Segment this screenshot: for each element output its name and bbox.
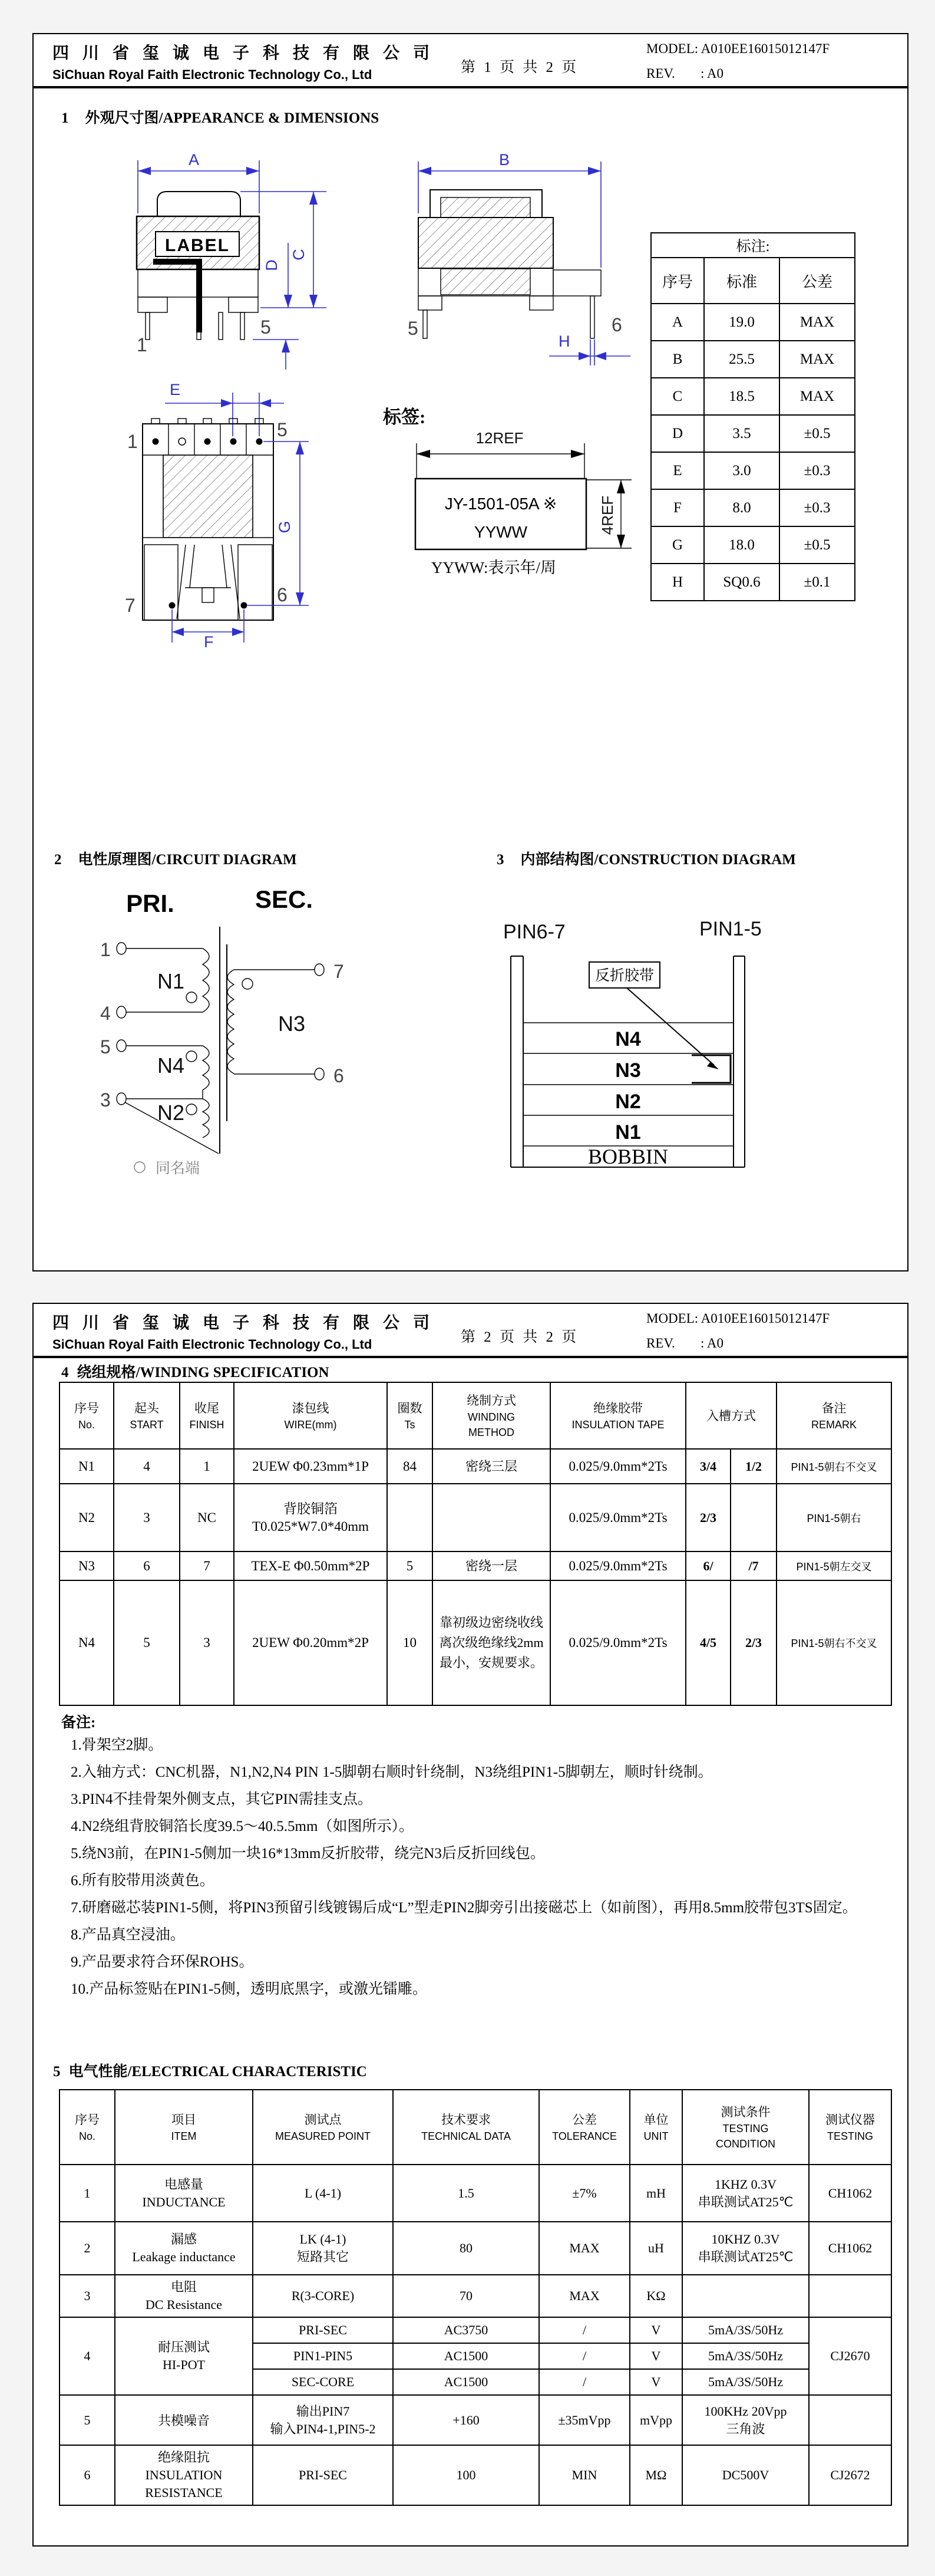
table-row: F 8.0 ±0.3 [651, 489, 855, 526]
rev-label: REV. [646, 1336, 675, 1350]
pin4-label: 4 [100, 1003, 111, 1024]
dim-g-label: G [276, 521, 293, 533]
construction-diagram [461, 885, 861, 1168]
pin5-label: 5 [408, 318, 418, 339]
bobbin-label: BOBBIN [587, 1145, 669, 1168]
electrical-header-row [60, 2090, 891, 2165]
col-unit: 单位 UNIT [630, 2090, 682, 2165]
winding-header-row [60, 1382, 891, 1449]
terminal-7 [315, 964, 324, 976]
pin [219, 312, 223, 340]
terminal-5 [117, 1040, 126, 1052]
note-item: 10.产品标签贴在PIN1-5侧，透明底黑字，或激光镭雕。 [71, 1981, 427, 1997]
label-height-dim: 4REF [599, 495, 616, 535]
model-line [646, 41, 830, 57]
pin1-label: 1 [127, 431, 138, 452]
col-remark: 备注 REMARK [777, 1382, 891, 1449]
section4-title: 4 绕组规格/WINDING SPECIFICATION [61, 1365, 329, 1381]
center-hatched [163, 455, 253, 538]
note-item: 8.产品真空浸油。 [71, 1927, 185, 1943]
dimension-table [650, 232, 855, 601]
col-data: 技术要求 TECHNICAL DATA [393, 2090, 539, 2165]
company-name-cn: 四 川 省 玺 诚 电 子 科 技 有 限 公 司 [52, 1314, 435, 1332]
winding-row-n3: N3 6 7 TEX-E Φ0.50mm*2P 5 密绕一层 0.025/9.0mm*2Ts 6/ /7 PIN1-5朝左交叉 [60, 1551, 891, 1580]
polarity-dot-n1 [186, 992, 197, 1003]
winding-row-n2: N2 3 NC 背胶铜箔 T0.025*W7.0*40mm 0.025/9.0mm*2Ts 2/3 PIN1-5朝右 [60, 1484, 891, 1551]
col-no: 序号 No. [60, 1382, 114, 1449]
label-text: LABEL [165, 236, 230, 255]
pin6-label: 6 [333, 1065, 344, 1086]
label-datecode-text: YYWW [474, 523, 528, 541]
winding-row-n4: N4 5 3 2UEW Φ0.20mm*2P 10 靠初级边密绕收线离次级绝缘线2mm最小，安规要求。 0.025/9.0mm*2Ts 4/5 2/3 PIN1-5朝右不交叉 [60, 1580, 891, 1705]
polarity-legend-dot [134, 1162, 145, 1172]
col-item: 项目 ITEM [115, 2090, 253, 2165]
terminal-4 [117, 1006, 126, 1018]
label-spec-drawing [355, 367, 649, 579]
side-view-drawing [378, 137, 649, 367]
circuit-diagram [48, 885, 449, 1215]
pin1-5-label: PIN1-5 [699, 918, 762, 940]
section3-title: 3 内部结构图/CONSTRUCTION DIAGRAM [497, 852, 796, 868]
section1-title: 1 外观尺寸图/APPEARANCE & DIMENSIONS [61, 110, 379, 126]
winding-n1-coil [203, 948, 209, 1012]
dim-d-label: D [263, 259, 280, 271]
col-no: 序号 [651, 258, 704, 304]
pin [590, 296, 594, 338]
n4-label: N4 [157, 1053, 185, 1078]
col-tape: 绝缘胶带 INSULATION TAPE [550, 1382, 686, 1449]
dim-a-label: A [188, 151, 200, 169]
table-row: E 3.0 ±0.3 [651, 452, 855, 489]
winding-row-n1: N1 4 1 2UEW Φ0.23mm*1P 84 密绕三层 0.025/9.0mm*2Ts 3/4 1/2 PIN1-5朝右不交叉 [60, 1449, 891, 1484]
col-cond: 测试条件 TESTING CONDITION [682, 2090, 809, 2165]
company-name-en: SiChuan Royal Faith Electronic Technology Co., Ltd [52, 67, 372, 82]
model-label: MODEL: [646, 1311, 699, 1326]
note-item: 4.N2绕组背胶铜箔长度39.5～40.5.5mm（如图所示）。 [71, 1819, 414, 1834]
terminal-3 [117, 1093, 126, 1105]
core-top [157, 192, 240, 216]
col-finish: 收尾 FINISH [180, 1382, 234, 1449]
page-indicator: 第 2 页 共 2 页 [461, 1329, 579, 1345]
company-name-cn: 四 川 省 玺 诚 电 子 科 技 有 限 公 司 [52, 44, 435, 62]
polarity-legend-label: 同名端 [156, 1161, 200, 1177]
pin5-label: 5 [100, 1036, 111, 1058]
table-row: H SQ0.6 ±0.1 [651, 564, 855, 601]
winding-n2-coil [203, 1099, 209, 1138]
pin3-label: 3 [100, 1089, 111, 1111]
dim-c-label: C [290, 249, 308, 261]
note-item: 2.入轴方式：CNC机器，N1,N2,N4 PIN 1-5脚朝右顺时针绕制，N3绕组PIN1-5脚朝左，顺时针绕制。 [71, 1764, 713, 1780]
layer-n2: N2 [615, 1091, 641, 1113]
col-tol: 公差 [779, 258, 855, 304]
rev-value: : A0 [701, 66, 723, 81]
dim-f-label: F [204, 633, 214, 650]
dim-table-title: 标注: [651, 233, 855, 258]
col-wire: 漆包线 WIRE(mm) [234, 1382, 387, 1449]
datecode-note: YYWW:表示年/周 [431, 559, 556, 577]
pin5-dot [256, 439, 263, 445]
electrical-row-1: 1 电感量 INDUCTANCE L (4-1) 1.5 ±7% mH 1KHZ 0.3V 串联测试AT25℃ CH1062 [60, 2165, 891, 2222]
header-divider [34, 1356, 907, 1358]
electrical-row-4c: SEC-CORE AC1500 / V 5mA/3S/50Hz [60, 2369, 891, 2395]
col-std: 标准 [704, 258, 779, 304]
polarity-dot-n3 [242, 979, 253, 989]
rev-label: REV. [646, 66, 675, 81]
polarity-dot-n4 [186, 1051, 197, 1062]
company-name-en: SiChuan Royal Faith Electronic Technology Co., Ltd [52, 1337, 372, 1352]
electrical-row-6: 6 绝缘阻抗 INSULATION RESISTANCE PRI-SEC 100 MIN MΩ DC500V CJ2672 [60, 2445, 891, 2505]
dim-h-label: H [559, 332, 570, 350]
layer-n1: N1 [615, 1121, 641, 1144]
table-row: B 25.5 MAX [651, 341, 855, 378]
n1-label: N1 [157, 969, 185, 993]
table-row: C 18.5 MAX [651, 378, 855, 415]
rev-line [646, 66, 723, 81]
front-view-drawing [72, 137, 402, 373]
col-point: 测试点 MEASURED POINT [253, 2090, 393, 2165]
polarity-dot-n2 [186, 1104, 197, 1115]
mount-tab [553, 270, 601, 296]
section5-title: 5 电气性能/ELECTRICAL CHARACTERISTIC [53, 2064, 367, 2080]
pri-label: PRI. [126, 890, 174, 917]
table-row: G 18.0 ±0.5 [651, 526, 855, 564]
core-hatched [418, 218, 553, 268]
col-start: 起头 START [114, 1382, 180, 1449]
pin6-7-label: PIN6-7 [503, 921, 566, 943]
pin1-label: 1 [137, 334, 147, 355]
dim-e-label: E [170, 381, 181, 398]
header-divider [34, 86, 907, 88]
col-slot: 入槽方式 [686, 1382, 777, 1449]
pin2-empty-dot [179, 438, 186, 445]
electrical-table [59, 2089, 892, 2506]
terminal-6 [315, 1068, 324, 1080]
electrical-row-2: 2 漏感 Leakage inductance LK (4-1) 短路其它 80 MAX uH 10KHZ 0.3V 串联测试AT25℃ CH1062 [60, 2222, 891, 2275]
model-line [646, 1311, 830, 1326]
winding-n4-coil [203, 1046, 209, 1090]
note-item: 9.产品要求符合环保ROHS。 [71, 1954, 254, 1970]
page-indicator: 第 1 页 共 2 页 [461, 60, 579, 75]
electrical-row-5: 5 共模噪音 输出PIN7 输入PIN4-1,PIN5-2 +160 ±35mVpp mVpp 100KHz 20Vpp 三角波 [60, 2395, 891, 2445]
electrical-row-4a: 4 耐压测试 HI-POT PRI-SEC AC3750 / V 5mA/3S/50Hz CJ2670 [60, 2317, 891, 2343]
pin1-label: 1 [100, 939, 111, 960]
note-item: 5.绕N3前，在PIN1-5侧加一块16*13mm反折胶带，绕完N3后反折回线包。 [71, 1846, 545, 1862]
pin6-dot [241, 602, 247, 609]
model-label: MODEL: [646, 41, 699, 56]
pin5-label: 5 [277, 419, 288, 440]
note-item: 1.骨架空2脚。 [71, 1737, 163, 1753]
page-2 [32, 1303, 908, 2547]
pin1-dot [153, 439, 159, 445]
electrical-row-3: 3 电阻 DC Resistance R(3-CORE) 70 MAX KΩ [60, 2275, 891, 2317]
electrical-row-4b: PIN1-PIN5 AC1500 / V 5mA/3S/50Hz [60, 2343, 891, 2369]
pin [240, 312, 245, 340]
pin5-label: 5 [260, 317, 271, 338]
col-no: 序号 No. [60, 2090, 115, 2165]
rev-value: : A0 [701, 1336, 723, 1350]
col-tol: 公差 TOLERANCE [539, 2090, 630, 2165]
bottom-view-drawing [90, 367, 396, 650]
terminal-1 [117, 943, 126, 954]
model-value: A010EE16015012147F [701, 41, 830, 56]
label-width-dim: 12REF [475, 429, 524, 447]
pin7-dot [169, 602, 176, 609]
col-inst: 测试仪器 TESTING [809, 2090, 891, 2165]
winding-table [59, 1382, 892, 1706]
table-row: D 3.5 ±0.5 [651, 415, 855, 452]
notes-list [55, 1732, 898, 2003]
note-item: 7.研磨磁芯装PIN1-5侧，将PIN3预留引线镀锡后成“L”型走PIN2脚旁引出接磁芯上（如前图），再用8.5mm胶带包3TS固定。 [71, 1900, 857, 1916]
n3-label: N3 [278, 1012, 306, 1036]
page-1 [32, 33, 908, 1271]
note-item: 6.所有胶带用淡黄色。 [71, 1873, 214, 1889]
model-value: A010EE16015012147F [701, 1311, 830, 1326]
sec-label: SEC. [255, 885, 313, 913]
n2-label: N2 [157, 1101, 185, 1125]
winding-n3-coil [227, 970, 234, 1073]
notes-title: 备注: [61, 1715, 96, 1731]
layer-n3: N3 [615, 1059, 641, 1082]
pin6-label: 6 [277, 584, 288, 605]
pin6-label: 6 [612, 314, 622, 335]
col-ts: 圈数 Ts [387, 1382, 432, 1449]
label-model-text: JY-1501-05A ※ [444, 495, 557, 513]
pin7-label: 7 [333, 961, 344, 982]
pin4-dot [230, 439, 237, 445]
pin [423, 310, 427, 338]
label-spec-title: 标签: [383, 407, 426, 427]
callout-text: 反折胶带 [594, 968, 655, 984]
fold-tape-bracket [692, 1055, 731, 1083]
pin7-label: 7 [125, 595, 136, 616]
section2-title: 2 电性原理图/CIRCUIT DIAGRAM [54, 852, 297, 868]
note-item: 3.PIN4不挂骨架外侧支点，其它PIN需挂支点。 [71, 1791, 372, 1807]
col-method: 绕制方式 WINDING METHOD [432, 1382, 550, 1449]
dim-b-label: B [498, 151, 510, 169]
layer-n4: N4 [615, 1028, 641, 1050]
table-row: A 19.0 MAX [651, 304, 855, 341]
rev-line [646, 1336, 723, 1351]
pin3-dot [204, 439, 211, 445]
